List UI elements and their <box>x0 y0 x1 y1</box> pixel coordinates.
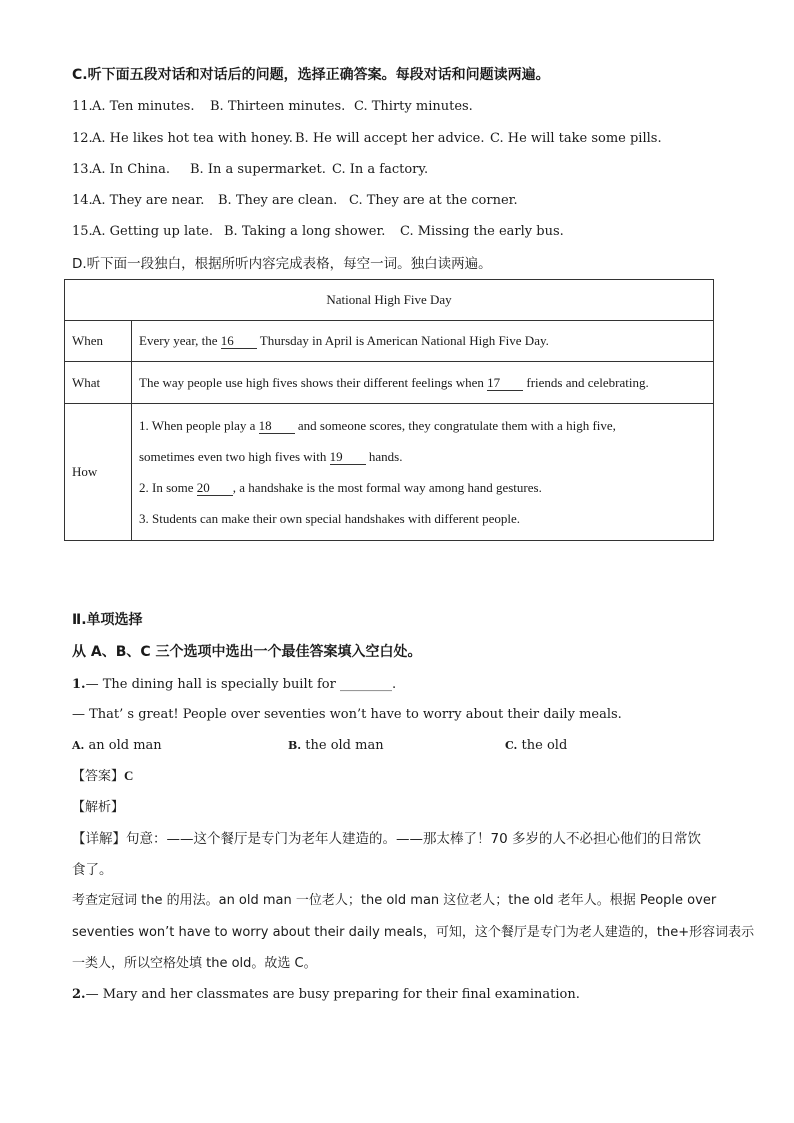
text: hands. <box>365 449 403 464</box>
fill-in-table <box>64 279 714 541</box>
blank-20[interactable]: 20 <box>197 481 233 496</box>
q2-line1 <box>72 986 580 1004</box>
how-line-4: 3. Students can make their own special handshakes with different people. <box>139 511 520 526</box>
q2-stem: — Mary and her classmates are busy preparing for their final examination. <box>85 987 580 1002</box>
text: Every year, the <box>139 333 221 348</box>
row-label: How <box>65 404 132 541</box>
how-line-1 <box>139 410 706 441</box>
text: friends and celebrating. <box>523 374 649 390</box>
table-title: National High Five Day <box>65 280 714 321</box>
text: and someone scores, they congratulate them with a high five, <box>294 418 616 433</box>
detail-line-2: 食了。 <box>72 862 113 878</box>
row-label: When <box>65 321 132 362</box>
answer-line <box>72 767 133 786</box>
row-content <box>132 404 714 541</box>
option-text: the old man <box>301 738 384 753</box>
option-c: C. Missing the early bus. <box>400 224 564 239</box>
text: Thursday in April is American National High Five Day. <box>256 333 549 348</box>
q2-number: 2. <box>72 987 86 1002</box>
answer-value: C <box>124 768 134 783</box>
option-b: B. Taking a long shower. <box>224 224 386 239</box>
analysis-label: 【解析】 <box>72 800 125 815</box>
blank-16[interactable]: 16 <box>221 334 257 349</box>
option-key: C. <box>505 739 518 752</box>
question-number: 15. <box>72 224 93 239</box>
option-key: B. <box>288 739 302 752</box>
question-number: 13. <box>72 162 93 177</box>
q1-line2: — That’ s great! People over seventies won’t have to worry about their daily meals. <box>72 707 622 722</box>
option-a: A. Ten minutes. <box>92 99 195 114</box>
option-c: C. They are at the corner. <box>349 193 518 208</box>
option-b: B. They are clean. <box>218 193 338 208</box>
row-label: What <box>65 362 132 404</box>
table-row-what <box>65 362 714 404</box>
blank-17[interactable]: 17 <box>487 376 523 391</box>
how-line-3 <box>139 472 706 503</box>
option-c: C. In a factory. <box>332 162 429 177</box>
row-content <box>132 362 714 404</box>
option-key: A. <box>72 739 85 752</box>
option-a: A. Getting up late. <box>92 224 213 239</box>
question-number: 14. <box>72 193 93 208</box>
question-number: 11. <box>72 99 93 114</box>
explanation-line-1: 考查定冠词 the 的用法。an old man 一位老人；the old man 这位老人；the old 老年人。根据 People over <box>72 893 717 908</box>
option-b: B. Thirteen minutes. <box>210 99 346 114</box>
table-row-when <box>65 321 714 362</box>
part-ii-instruction: 从 A、B、C 三个选项中选出一个最佳答案填入空白处。 <box>72 644 422 660</box>
option-c: C. He will take some pills. <box>490 131 662 146</box>
section-c-heading: C.听下面五段对话和对话后的问题，选择正确答案。每段对话和问题读两遍。 <box>72 67 550 83</box>
blank-18[interactable]: 18 <box>259 419 295 434</box>
q1-stem: — The dining hall is specially built for ________. <box>85 677 397 692</box>
text: The way people use high fives shows their different feelings when <box>139 374 488 390</box>
option-b: B. In a supermarket. <box>190 162 326 177</box>
answer-label: 【答案】 <box>72 769 125 784</box>
q1-option-c <box>505 737 567 755</box>
option-a: A. They are near. <box>92 193 205 208</box>
table-row-how <box>65 404 714 541</box>
text: 2. In some <box>139 480 197 495</box>
part-ii-heading: Ⅱ.单项选择 <box>72 612 143 628</box>
text: sometimes even two high fives with <box>139 449 330 464</box>
section-d-heading: D.听下面一段独白，根据所听内容完成表格，每空一词。独白读两遍。 <box>72 256 492 272</box>
q1-line1 <box>72 676 396 694</box>
q1-option-b <box>288 737 384 755</box>
blank-19[interactable]: 19 <box>330 450 366 465</box>
row-content <box>132 321 714 362</box>
option-a: A. In China. <box>92 162 171 177</box>
option-text: an old man <box>84 738 162 753</box>
text: , a handshake is the most formal way among hand gestures. <box>232 480 542 495</box>
how-line-2 <box>139 441 706 472</box>
option-b: B. He will accept her advice. <box>295 131 485 146</box>
q1-option-a <box>72 737 162 755</box>
text: 1. When people play a <box>139 418 259 433</box>
explanation-line-3: 一类人，所以空格处填 the old。故选 C。 <box>72 956 317 971</box>
option-a: A. He likes hot tea with honey. <box>92 131 293 146</box>
q1-number: 1. <box>72 677 86 692</box>
question-number: 12. <box>72 131 93 146</box>
explanation-line-2: seventies won’t have to worry about their daily meals，可知，这个餐厅是专门为老人建造的，the+形容词表示 <box>72 925 755 940</box>
detail-line-1: 【详解】句意：——这个餐厅是专门为老年人建造的。——那太棒了！70 多岁的人不必担心他们的日常饮 <box>72 831 701 847</box>
option-c: C. Thirty minutes. <box>354 99 473 114</box>
option-text: the old <box>517 738 568 753</box>
